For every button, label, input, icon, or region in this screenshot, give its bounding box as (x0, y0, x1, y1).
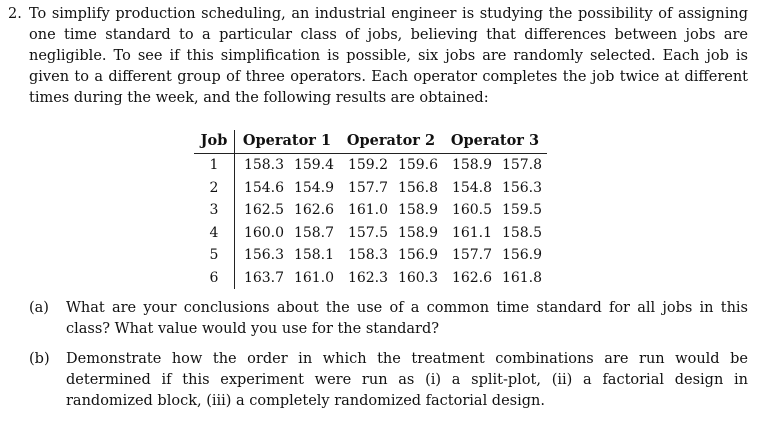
job-cell: 1 (194, 154, 235, 177)
job-cell: 4 (194, 222, 235, 245)
operator-1-cell (235, 244, 340, 267)
header-operator-3: Operator 3 (443, 130, 547, 154)
table-row (194, 177, 547, 200)
value: 158.9 (397, 224, 439, 241)
value: 157.7 (451, 247, 493, 264)
header-operator-1: Operator 1 (235, 130, 340, 154)
operator-2-cell (339, 244, 443, 267)
job-cell: 3 (194, 199, 235, 222)
operator-1-cell (235, 199, 340, 222)
value: 154.8 (451, 179, 493, 196)
value: 160.0 (243, 224, 285, 241)
value: 157.7 (347, 179, 389, 196)
table-row (194, 222, 547, 245)
value: 156.8 (397, 179, 439, 196)
value: 156.9 (397, 247, 439, 264)
value: 161.1 (451, 224, 493, 241)
results-table (194, 130, 547, 289)
value: 158.9 (397, 202, 439, 219)
job-cell: 6 (194, 267, 235, 290)
value: 158.1 (293, 247, 335, 264)
operator-1-cell (235, 222, 340, 245)
value: 158.3 (347, 247, 389, 264)
operator-1-cell (235, 267, 340, 290)
questions-list (29, 298, 748, 421)
question-text: What are your conclusions about the use of a common time standard for all jobs in this class? What value would you use for the standard? (66, 300, 748, 337)
table-row (194, 199, 547, 222)
operator-2-cell (339, 267, 443, 290)
question-text: Demonstrate how the order in which the treatment combinations are run would be determined if this experiment were run as (i) a split-plot, (ii) a factorial design in randomized block, (iii) a completely randomized factorial design. (66, 351, 748, 409)
value: 161.0 (293, 269, 335, 286)
value: 156.9 (501, 247, 543, 264)
operator-2-cell (339, 199, 443, 222)
operator-2-cell (339, 222, 443, 245)
value: 162.6 (293, 202, 335, 219)
operator-1-cell (235, 177, 340, 200)
value: 154.6 (243, 179, 285, 196)
value: 159.4 (293, 157, 335, 174)
value: 158.3 (243, 157, 285, 174)
value: 156.3 (501, 179, 543, 196)
value: 163.7 (243, 269, 285, 286)
value: 160.3 (397, 269, 439, 286)
question-label: (b) (29, 351, 50, 367)
operator-1-cell (235, 154, 340, 177)
value: 158.9 (451, 157, 493, 174)
value: 159.6 (397, 157, 439, 174)
problem-number: 2. (8, 6, 22, 22)
value: 156.3 (243, 247, 285, 264)
question-a (29, 298, 748, 340)
value: 160.5 (451, 202, 493, 219)
value: 158.7 (293, 224, 335, 241)
operator-2-cell (339, 177, 443, 200)
operator-3-cell (443, 177, 547, 200)
value: 162.6 (451, 269, 493, 286)
value: 159.2 (347, 157, 389, 174)
results-table-container (194, 130, 547, 289)
value: 159.5 (501, 202, 543, 219)
operator-3-cell (443, 222, 547, 245)
operator-3-cell (443, 244, 547, 267)
operator-3-cell (443, 267, 547, 290)
header-job: Job (194, 130, 235, 154)
question-b (29, 349, 748, 412)
table-row (194, 244, 547, 267)
operator-3-cell (443, 199, 547, 222)
table-row (194, 154, 547, 177)
job-cell: 2 (194, 177, 235, 200)
value: 162.3 (347, 269, 389, 286)
value: 157.5 (347, 224, 389, 241)
operator-3-cell (443, 154, 547, 177)
value: 157.8 (501, 157, 543, 174)
value: 158.5 (501, 224, 543, 241)
problem-statement: To simplify production scheduling, an industrial engineer is studying the possibility of assigning one time standard to a particular class of jobs, believing that differences between jobs are negligible. To see if this simplification is possible, six jobs are randomly selected. Each job is given to a different group of three operators. Each operator completes the job twice at different times during the week, and the following results are obtained: (29, 6, 748, 106)
value: 161.8 (501, 269, 543, 286)
header-operator-2: Operator 2 (339, 130, 443, 154)
value: 161.0 (347, 202, 389, 219)
table-row (194, 267, 547, 290)
question-label: (a) (29, 300, 49, 316)
table-header-row (194, 130, 547, 154)
operator-2-cell (339, 154, 443, 177)
value: 162.5 (243, 202, 285, 219)
value: 154.9 (293, 179, 335, 196)
job-cell: 5 (194, 244, 235, 267)
problem-block (8, 4, 748, 109)
